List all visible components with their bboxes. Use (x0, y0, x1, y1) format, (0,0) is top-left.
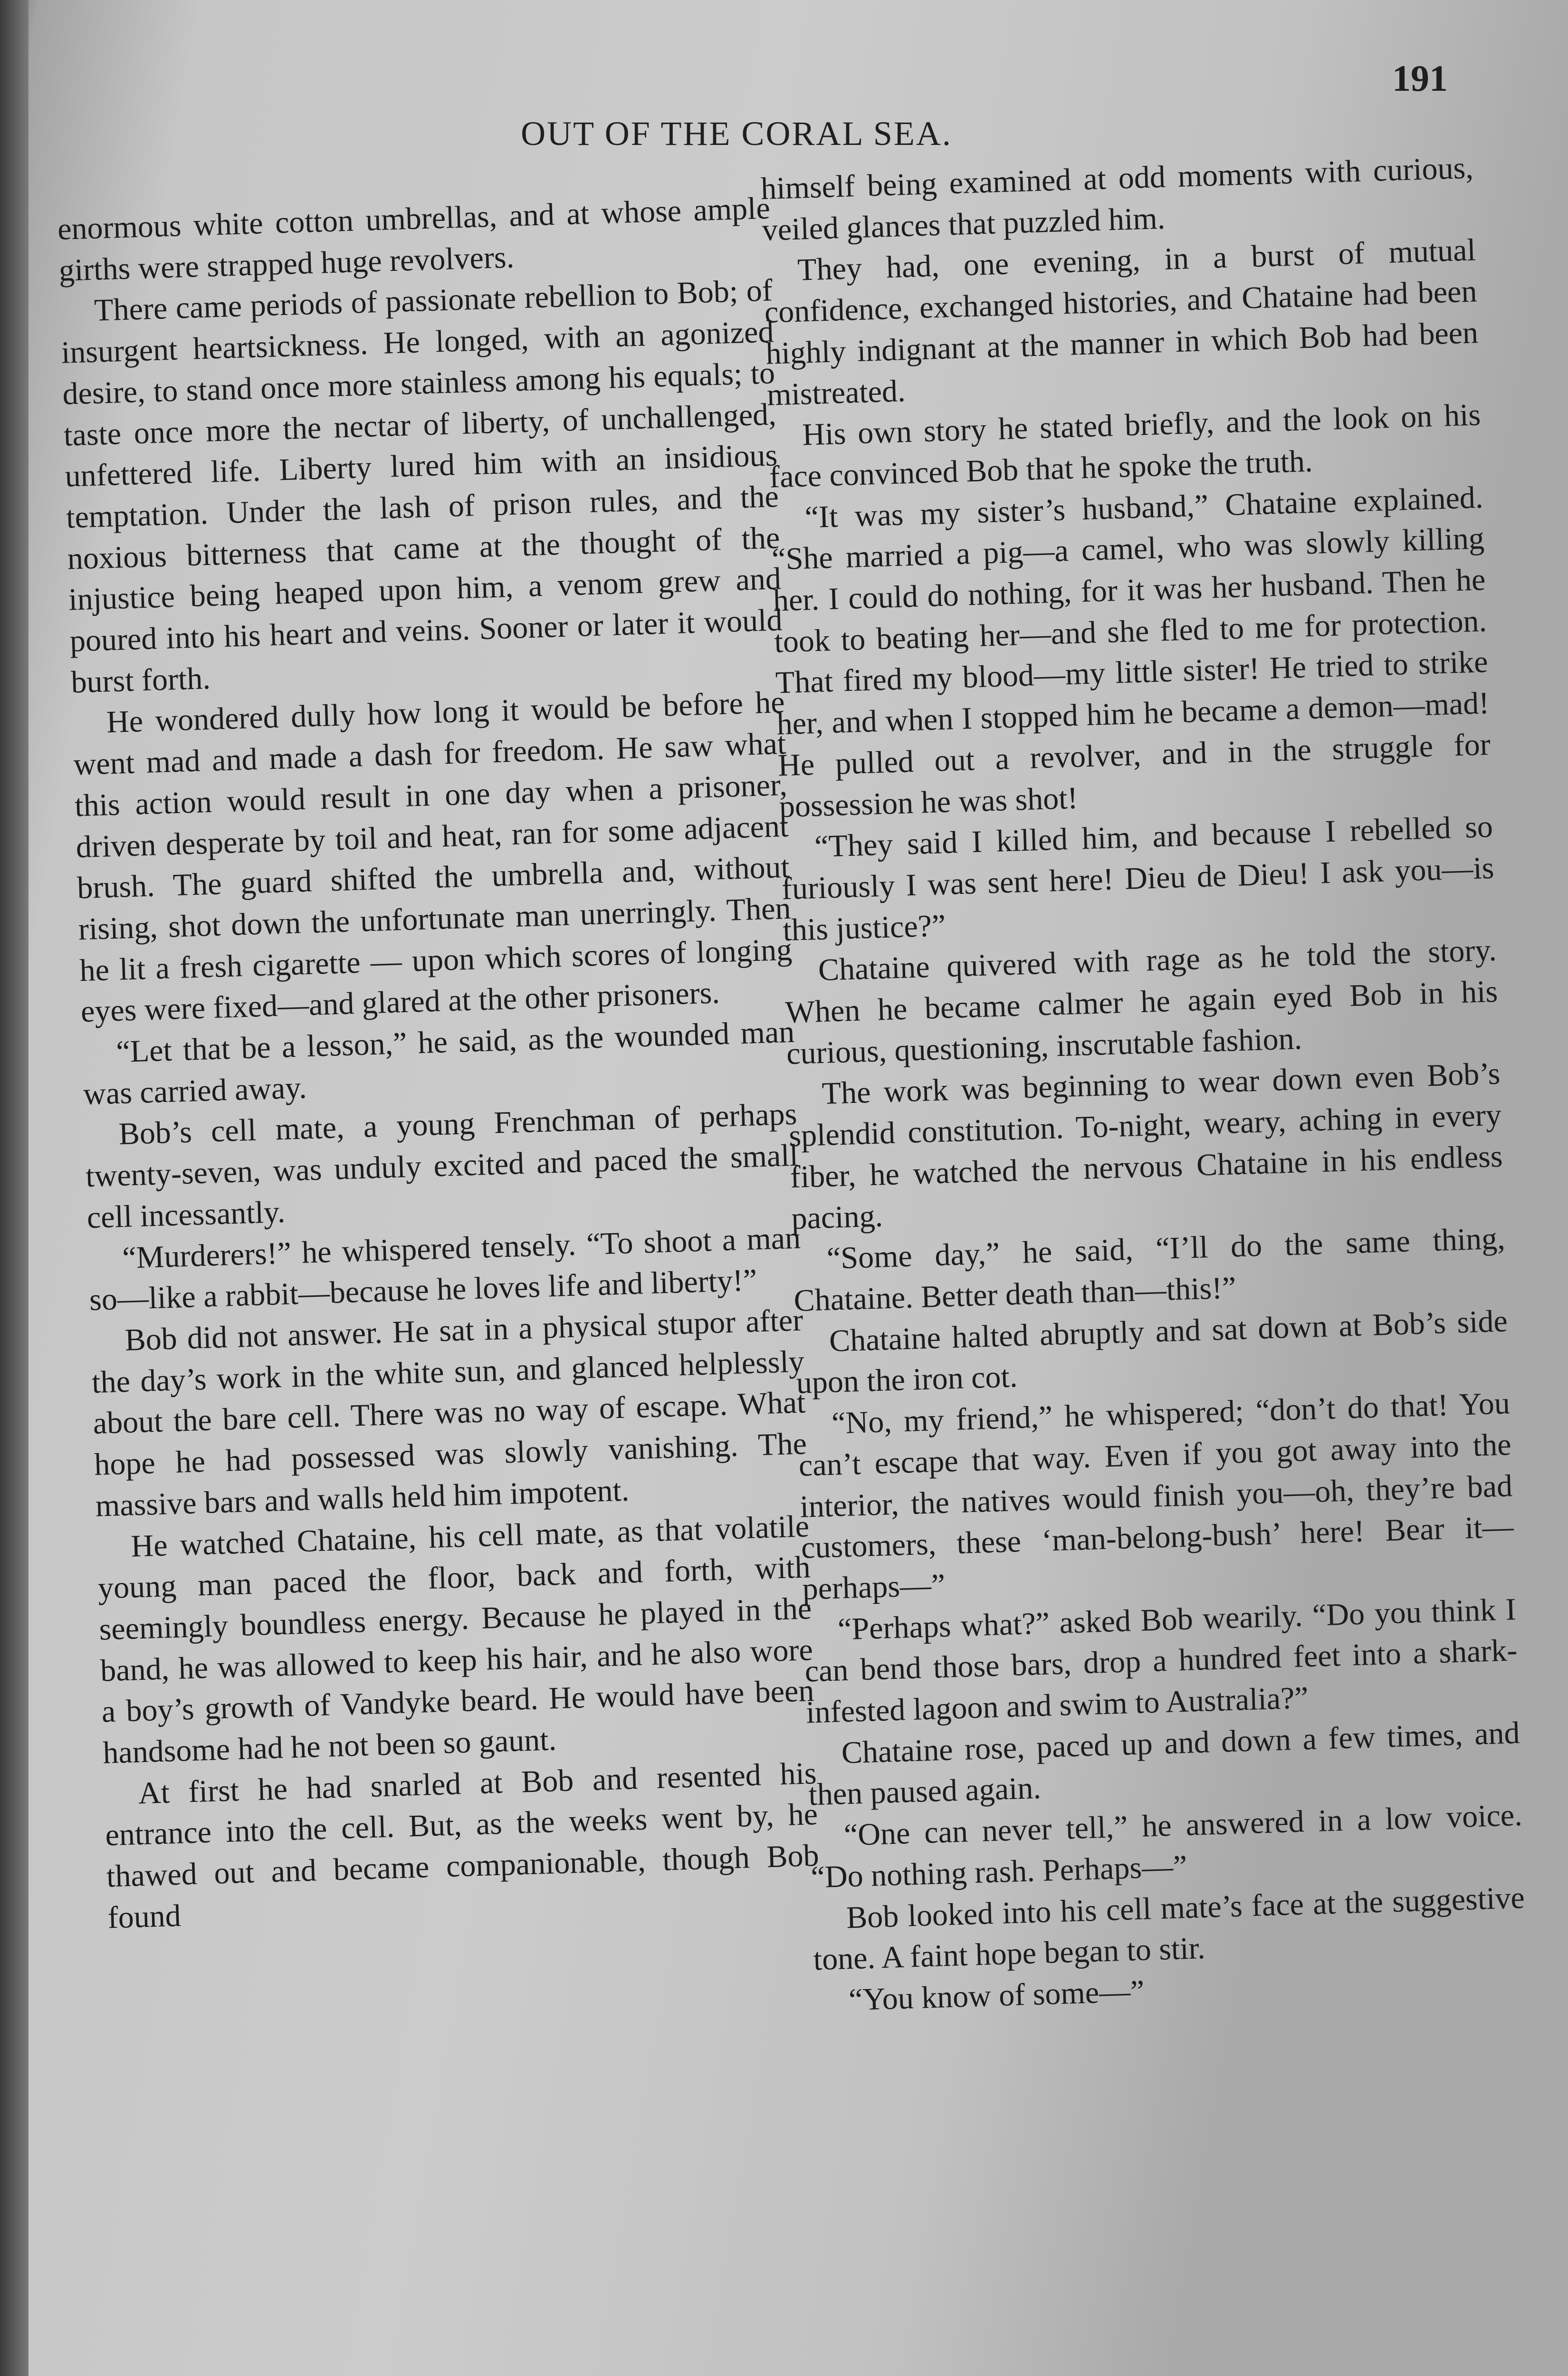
paragraph: enormous white cotton umbrellas, and at whose ample girths were strapped huge revolvers. (57, 191, 771, 288)
paragraph: “Some day,” he said, “I’ll do the same thing, Chataine. Better death than—this!” (793, 1221, 1506, 1318)
paragraph: There came periods of passionate rebellion to Bob; of insurgent heartsickness. He longed, with an agonized desire, to stand once more stainless among his equals; to taste once more the nectar of liberty, of unchallenged, unfettered life. Liberty lured him with an insidious temptation. Under the lash of prison rules, and the noxious bitterness that came at the thought of the injustice being heaped upon him, a venom grew and poured into his heart and veins. Sooner or later it would burst forth. (60, 273, 783, 700)
right-column (760, 148, 1528, 2022)
paragraph: Bob looked into his cell mate’s face at the suggestive tone. A faint hope began to stir. (813, 1880, 1525, 1977)
paragraph: The work was beginning to wear down even Bob’s splendid constitution. To-night, weary, aching in every fiber, he watched the nervous Chataine in his endless pacing. (788, 1056, 1503, 1236)
paragraph: Chataine quivered with rage as he told the story. When he became calmer he again eyed Bob in his curious, questioning, inscrutable fashion. (784, 933, 1499, 1071)
left-column (57, 188, 821, 1939)
paragraph: Chataine halted abruptly and sat down at Bob’s side upon the iron cot. (795, 1303, 1508, 1401)
paragraph: He wondered dully how long it would be before he went mad and made a dash for freedom. He saw what this action would result in one day when a prisoner, driven desperate by toil and heat, ran for some adjacent brush. The guard shifted the umbrella and, without rising, shot down the unfortunate man unerringly. Then he lit a fresh cigarette — upon which scores of longing eyes were fixed—and glared at the other prisoners. (73, 685, 793, 1029)
paragraph: They had, one evening, in a burst of mutual confidence, exchanged histories, and Chataine had been highly indignant at the manner in which Bob had been mistreated. (764, 232, 1479, 412)
paragraph: “One can never tell,” he answered in a low voice. “Do nothing rash. Perhaps—” (810, 1798, 1523, 1895)
paragraph: He watched Chataine, his cell mate, as that volatile young man paced the floor, back and forth, with seemingly boundless energy. Because he played in the band, he was allowed to keep his hair, and he also wore a boy’s growth of Vandyke beard. He would have been handsome had he not been so gaunt. (97, 1508, 815, 1771)
paragraph: Bob did not answer. He sat in a physical stupor after the day’s work in the white sun, and glanced helplessly about the bare cell. There was no way of escape. What hope he had possessed was slowly vanishing. The massive bars and walls held him impotent. (91, 1303, 807, 1523)
paragraph: At first he had snarled at Bob and resented his entrance into the cell. But, as the weeks went by, he thawed out and became companionable, though Bob found (105, 1755, 820, 1935)
page-number: 191 (1392, 57, 1448, 99)
paragraph: “They said I killed him, and because I rebelled so furiously I was sent here! Dieu de Dieu! I ask you—is this justice?” (781, 809, 1495, 948)
paragraph: himself being examined at odd moments with curious, veiled glances that puzzled him. (760, 150, 1474, 248)
paragraph: Bob’s cell mate, a young Frenchman of perhaps twenty-seven, was unduly excited and paced the small cell incessantly. (85, 1097, 799, 1235)
paragraph: “No, my friend,” he whispered; “don’t do that! You can’t escape that way. Even if you got away into the interior, the natives would finish you—oh, they’re bad customers, these ‘man-belong-bush’ here! Bear it—perhaps—” (798, 1386, 1514, 1607)
paragraph: “Perhaps what?” asked Bob wearily. “Do you think I can bend those bars, drop a hundred feet into a shark-infested lagoon and swim to Australia?” (804, 1591, 1518, 1730)
paragraph: His own story he stated briefly, and the look on his face convinced Bob that he spoke the truth. (769, 397, 1482, 495)
binding-gutter (0, 0, 29, 2376)
running-head: OUT OF THE CORAL SEA. (521, 115, 952, 153)
paragraph: “It was my sister’s husband,” Chataine explained. “She married a pig—a camel, who was slowly killing her. I could do nothing, for it was her husband. Then he took to beating her—and she fled to me for protection. That fired my blood—my little sister! He tried to strike her, and when I stopped him he became a demon—mad! He pulled out a revolver, and in the struggle for possession he was shot! (771, 479, 1491, 824)
paragraph: “You know of some—” (848, 1974, 1145, 2018)
paragraph: Chataine rose, paced up and down a few times, and then paused again. (808, 1715, 1520, 1812)
paragraph: “Murderers!” he whispered tensely. “To shoot a man so—like a rabbit—because he loves life and liberty!” (89, 1220, 801, 1318)
paragraph: “Let that be a lesson,” he said, as the wounded man was carried away. (83, 1014, 795, 1111)
